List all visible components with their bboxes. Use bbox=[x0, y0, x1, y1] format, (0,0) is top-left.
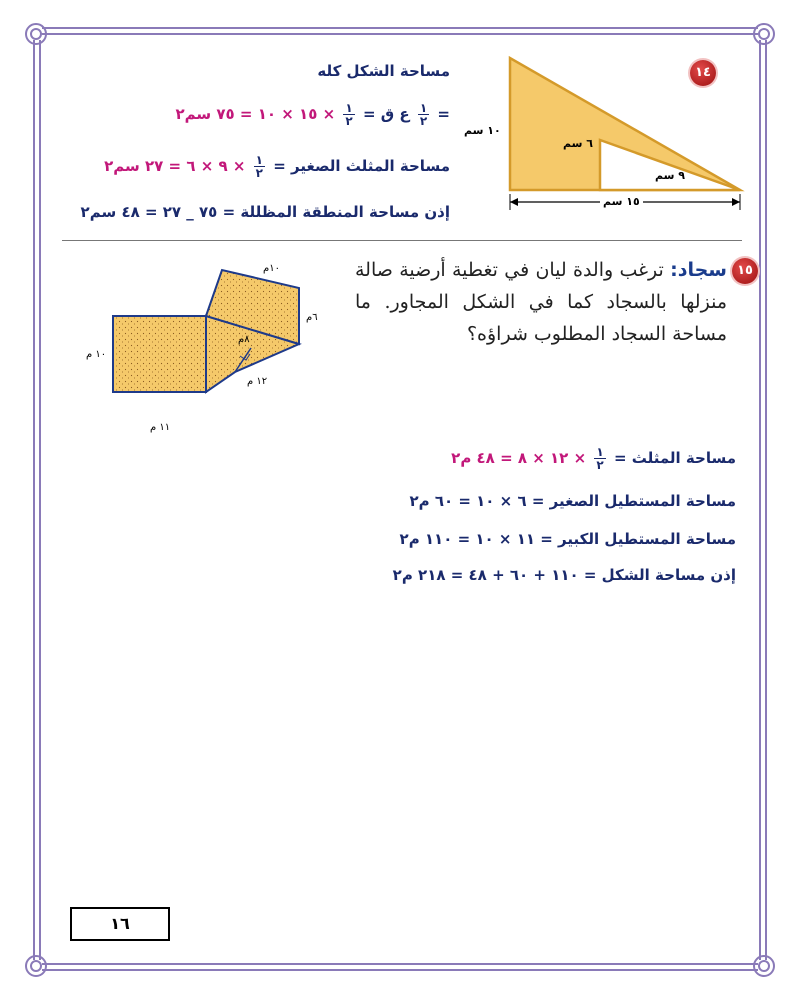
p14-line2-tail: × ١٥ × ١٠ = ٧٥ سم٢ bbox=[175, 105, 336, 123]
fraction-half: $\frac{١}{٢}$ bbox=[345, 101, 353, 128]
triangle-figure bbox=[470, 50, 760, 215]
label-11m: ١١ م bbox=[150, 422, 171, 433]
label-12m: ١٢ م bbox=[247, 376, 268, 387]
label-10cm: ١٠ سم bbox=[464, 124, 501, 137]
p14-line1: مساحة الشكل كله bbox=[317, 62, 450, 80]
p14-line2 bbox=[175, 102, 450, 127]
section-divider bbox=[62, 240, 742, 241]
p14-line4: إذن مساحة المنطقة المظللة = ٧٥ _ ٢٧ = ٤٨ سم٢ bbox=[80, 203, 450, 221]
p14-line3-label: مساحة المثلث الصغير = bbox=[273, 157, 450, 175]
p15-sol1 bbox=[451, 446, 736, 471]
label-15cm: ١٥ سم bbox=[600, 195, 643, 208]
p15-sol3: مساحة المستطيل الكبير = ١١ × ١٠ = ١١٠ م٢ bbox=[399, 530, 736, 548]
p14-line3-tail: × ٩ × ٦ = ٢٧ سم٢ bbox=[104, 157, 246, 175]
label-10m-top: ١٠م bbox=[263, 263, 280, 274]
p14-line2-mid: ع ق = bbox=[362, 105, 410, 123]
p15-sol1-tail: × ١٢ × ٨ = ٤٨ م٢ bbox=[451, 449, 587, 467]
label-9cm: ٩ سم bbox=[655, 169, 685, 182]
fraction-half: $\frac{١}{٢}$ bbox=[596, 445, 604, 472]
problem-15-title: سجاد: bbox=[670, 259, 727, 281]
problem-14-badge: ١٤ bbox=[690, 60, 716, 86]
problem-15-text bbox=[355, 254, 727, 350]
problem-15-badge: ١٥ bbox=[732, 258, 758, 284]
problem-15-body: ترغب والدة ليان في تغطية أرضية صالة منزلها بالسجاد كما في الشكل المجاور. ما مساحة السجاد المطلوب شراؤه؟ bbox=[355, 259, 727, 345]
p14-line2-prefix: = bbox=[437, 105, 450, 123]
fraction-half: $\frac{١}{٢}$ bbox=[255, 153, 263, 180]
page-number: ١٦ bbox=[70, 907, 170, 941]
carpet-figure bbox=[88, 260, 328, 430]
p15-sol2: مساحة المستطيل الصغير = ٦ × ١٠ = ٦٠ م٢ bbox=[409, 492, 736, 510]
label-6cm: ٦ سم bbox=[563, 137, 593, 150]
fraction-half: $\frac{١}{٢}$ bbox=[419, 101, 428, 128]
p15-sol4: إذن مساحة الشكل = ١١٠ + ٦٠ + ٤٨ = ٢١٨ م٢ bbox=[392, 566, 736, 584]
label-6m: ٦م bbox=[306, 312, 318, 323]
p15-sol1-label: مساحة المثلث = bbox=[613, 449, 736, 467]
p14-line3 bbox=[104, 154, 450, 179]
label-10m-left: ١٠ م bbox=[86, 349, 107, 360]
label-8m: ٨م bbox=[238, 334, 250, 345]
